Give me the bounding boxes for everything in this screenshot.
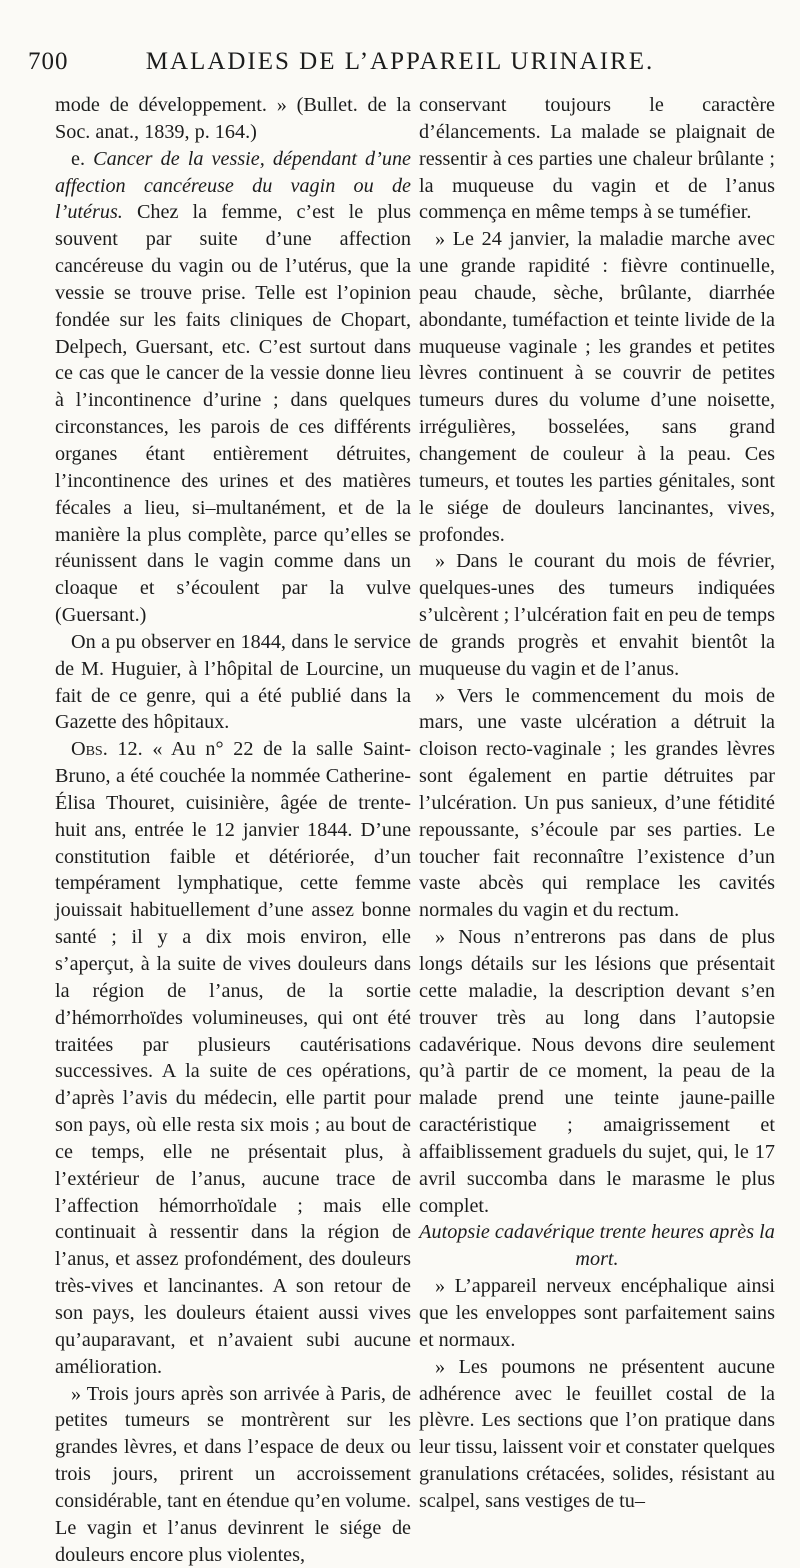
paragraph: » Vers le commencement du mois de mars, une vaste ulcération a détruit la cloison recto-vaginale ; les grandes lèvres sont également en partie détruites par l’ulcération. Un pus sanieux, d’une fétidité repoussante, s’écoule par ses parties. Le toucher fait reconnaître l’existence d’un vaste abcès qui remplace les cavités normales du vagin et du rectum. xyxy=(419,683,775,925)
paragraph: conservant toujours le caractère d’élancements. La malade se plaignait de ressentir à ces parties une chaleur brûlante ; la muqueuse du vagin et de l’anus commença en même temps à se tuméfier. xyxy=(419,92,775,226)
autopsy-heading xyxy=(419,1219,775,1273)
observation-body: « Au n° 22 de la salle Saint-Bruno, a été couchée la nommée Catherine-Élisa Thouret, cuisinière, âgée de trente-huit ans, entrée le 12 janvier 1844. D’une constitution faible et détériorée, d’un tempérament lymphatique, cette femme jouissait habituellement d’une assez bonne santé ; il y a dix mois environ, elle s’aperçut, à la suite de vives douleurs dans la région de l’anus, de la sortie d’hémorrhoïdes volumineuses, qui ont été traitées par plusieurs cautérisations successives. A la suite de ces opérations, d’après l’avis du médecin, elle partit pour son pays, où elle resta six mois ; au bout de ce temps, elle ne présentait plus, à l’extérieur de l’anus, aucune trace de l’affection hémorrhoïdale ; mais elle continuait à ressentir dans la région de l’anus, et assez profondément, des douleurs très-vives et lancinantes. A son retour de son pays, les douleurs étaient aussi vives qu’auparavant, et n’avaient subi aucune amélioration. xyxy=(55,738,411,1377)
left-column xyxy=(55,92,411,1568)
observation-12 xyxy=(55,736,411,1380)
paragraph: On a pu observer en 1844, dans le service de M. Huguier, à l’hôpital de Lourcine, un fait de ce genre, qui a été publié dans la Gazette des hôpitaux. xyxy=(55,629,411,736)
paragraph: » Les poumons ne présentent aucune adhérence avec le feuillet costal de la plèvre. Les sections que l’on pratique dans leur tissu, laissent voir et constater quelques granulations crétacées, solides, résistant au scalpel, sans vestiges de tu– xyxy=(419,1354,775,1515)
page-number: 700 xyxy=(28,48,69,76)
section-body: Chez la femme, c’est le plus souvent par suite d’une affection cancéreuse du vagin ou de l’utérus, que la vessie se trouve prise. Telle est l’opinion fondée sur les faits cliniques de Chopart, Delpech, Guersant, etc. C’est surtout dans ce cas que le cancer de la vessie donne lieu à l’incontinence d’urine ; dans quelques circonstances, les parois de ces différents organes étant entièrement détruites, l’incontinence des urines et des matières fécales a lieu, si–multanément, et de la manière la plus complète, parce qu’elles se réunissent dans le vagin comme dans un cloaque et s’écoulent par la vulve (Guersant.) xyxy=(55,201,411,626)
section-title: Cancer de la vessie, dépendant d’une affection cancéreuse du vagin ou de l’utérus. xyxy=(55,148,411,224)
paragraph: » Trois jours après son arrivée à Paris, de petites tumeurs se montrèrent sur les grandes lèvres, et dans l’espace de deux ou trois jours, prirent un accroissement considérable, tant en étendue qu’en volume. Le vagin et l’anus devinrent le siége de douleurs encore plus violentes, xyxy=(55,1381,411,1568)
paragraph: » Dans le courant du mois de février, quelques-unes des tumeurs indiquées s’ulcèrent ; l’ulcération fait en peu de temps de grands progrès et envahit bientôt la muqueuse du vagin et de l’anus. xyxy=(419,548,775,682)
section-e xyxy=(55,146,411,629)
autopsy-heading-text: Autopsie cadavérique trente heures après la mort. xyxy=(419,1221,775,1270)
page-header xyxy=(28,48,772,84)
paragraph: » L’appareil nerveux encéphalique ainsi que les enveloppes sont parfaitement sains et normaux. xyxy=(419,1273,775,1354)
right-column xyxy=(419,92,775,1515)
section-label: e. xyxy=(71,148,85,170)
paragraph: » Nous n’entrerons pas dans de plus longs détails sur les lésions que présentait cette maladie, la description devant s’en trouver très au long dans l’autopsie cadavérique. Nous devons dire seulement qu’à partir de ce moment, la peau de la malade prend une teinte jaune-paille caractéristique ; amaigrissement et affaiblissement graduels du sujet, qui, le 17 avril succomba dans le marasme le plus complet. xyxy=(419,924,775,1219)
paragraph: mode de développement. » (Bullet. de la Soc. anat., 1839, p. 164.) xyxy=(55,92,411,146)
observation-label: Obs. 12. xyxy=(71,738,143,760)
running-title: MALADIES DE L’APPAREIL URINAIRE. xyxy=(28,48,772,76)
paragraph: » Le 24 janvier, la maladie marche avec une grande rapidité : fièvre continuelle, peau chaude, sèche, brûlante, diarrhée abondante, tuméfaction et teinte livide de la muqueuse vaginale ; les grandes et petites lèvres continuent à se couvrir de petites tumeurs dures du volume d’une noisette, irrégulières, bosselées, sans grand changement de couleur à la peau. Ces tumeurs, et toutes les parties génitales, sont le siége de douleurs lancinantes, vives, profondes. xyxy=(419,226,775,548)
